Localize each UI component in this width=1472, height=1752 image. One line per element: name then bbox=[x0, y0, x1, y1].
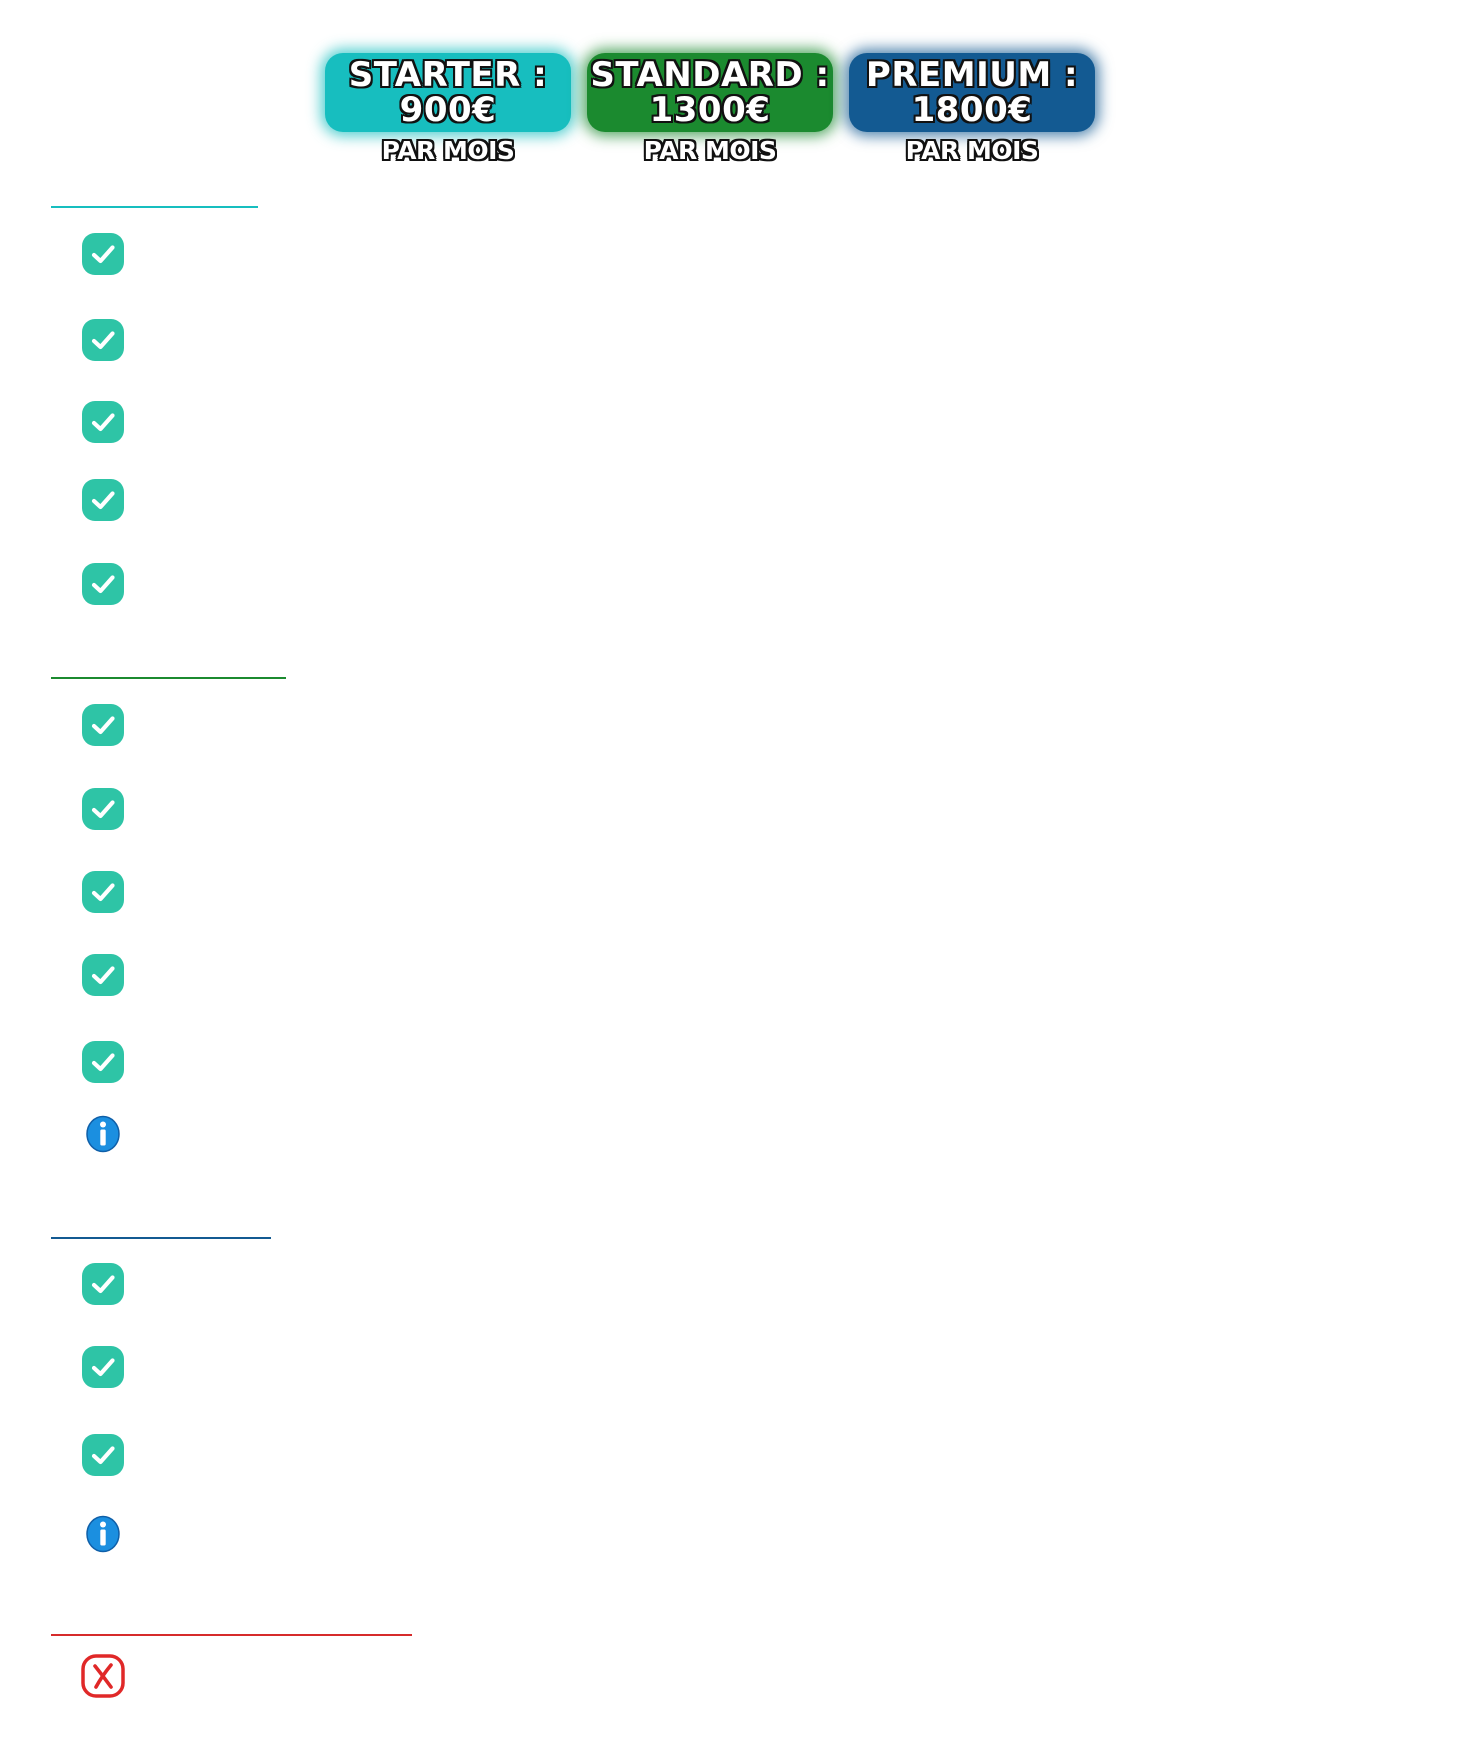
info-icon bbox=[85, 1515, 121, 1553]
plan-starter-name: STARTER : bbox=[348, 54, 548, 95]
section-rule-standard bbox=[51, 677, 286, 679]
plan-premium-card bbox=[849, 53, 1095, 132]
plan-standard bbox=[587, 53, 833, 166]
check-icon bbox=[81, 478, 125, 522]
check-icon bbox=[81, 318, 125, 362]
plan-premium-name: PREMIUM : bbox=[865, 54, 1079, 95]
check-icon bbox=[81, 1345, 125, 1389]
plan-starter bbox=[325, 53, 571, 166]
plan-premium-period: PAR MOIS bbox=[905, 136, 1039, 165]
plan-standard-card bbox=[587, 53, 833, 132]
section-rule-starter bbox=[51, 206, 258, 208]
check-icon bbox=[81, 400, 125, 444]
section-rule-premium bbox=[51, 1237, 271, 1239]
cross-icon bbox=[81, 1654, 125, 1698]
check-icon bbox=[81, 1262, 125, 1306]
check-icon bbox=[81, 1040, 125, 1084]
check-icon bbox=[81, 1433, 125, 1477]
plan-standard-period: PAR MOIS bbox=[643, 136, 777, 165]
check-icon bbox=[81, 870, 125, 914]
plan-premium bbox=[849, 53, 1095, 166]
plan-standard-price: 1300€ bbox=[649, 89, 771, 130]
check-icon bbox=[81, 787, 125, 831]
plan-starter-period: PAR MOIS bbox=[381, 136, 515, 165]
section-rule-excluded bbox=[51, 1634, 412, 1636]
plan-premium-price: 1800€ bbox=[911, 89, 1033, 130]
plan-standard-name: STANDARD : bbox=[590, 54, 830, 95]
plan-starter-price: 900€ bbox=[399, 89, 497, 130]
check-icon bbox=[81, 703, 125, 747]
info-icon bbox=[85, 1115, 121, 1153]
check-icon bbox=[81, 953, 125, 997]
check-icon bbox=[81, 232, 125, 276]
plan-starter-card bbox=[325, 53, 571, 132]
check-icon bbox=[81, 562, 125, 606]
